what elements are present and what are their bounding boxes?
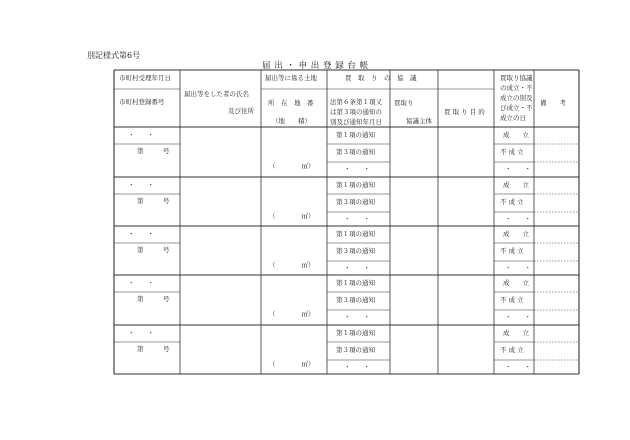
header-purchaser-line1: 買取り (394, 99, 414, 107)
area-cell: （ ㎡） (269, 261, 315, 269)
header-registration-no: 市町村登録番号 (119, 98, 165, 106)
register-title: 届 出 ・ 申 出 登 録 台 帳 (262, 61, 369, 71)
area-cell: （ ㎡） (269, 212, 315, 220)
established-cell: 成 立 (503, 131, 529, 139)
header-receipt-date: 市町村受理年月日 (119, 74, 171, 82)
notice-3-cell: 第３項の通知 (336, 198, 375, 206)
header-result-line5: 成立の日 (500, 114, 526, 122)
not-established-cell: 不 成 立 (500, 346, 524, 354)
result-date-cell: ・ ・ (505, 313, 531, 321)
established-cell: 成 立 (503, 230, 529, 238)
header-applicant-name: 届出等をした者の氏名 (184, 90, 249, 98)
result-date-cell: ・ ・ (505, 363, 531, 371)
not-established-cell: 不 成 立 (500, 296, 524, 304)
established-cell: 成 立 (503, 329, 529, 337)
area-cell: （ ㎡） (269, 310, 315, 318)
receipt-date-cell: ・ ・ (128, 131, 154, 139)
notice-date-cell: ・ ・ (344, 363, 370, 371)
registration-number-cell: 第 号 (137, 197, 170, 205)
header-purchase-group: 買 取 り の 協 議 (345, 74, 417, 82)
registration-number-cell: 第 号 (137, 147, 170, 155)
form-number: 別記様式第6号 (87, 51, 141, 60)
header-notice-line2: は第３項の通知の (330, 108, 382, 116)
notice-date-cell: ・ ・ (344, 264, 370, 272)
header-purchaser-line2: 協議主体 (406, 117, 432, 125)
notice-3-cell: 第３項の通知 (336, 346, 375, 354)
notice-1-cell: 第１項の通知 (336, 131, 375, 139)
header-result-line3: 成立の別及 (500, 94, 533, 102)
header-area: （地 積） (272, 117, 311, 125)
header-purpose: 買 取 り 目 的 (444, 108, 485, 116)
header-notice-line1: 法第６条第１項又 (330, 98, 382, 106)
area-cell: （ ㎡） (269, 162, 315, 170)
notice-1-cell: 第１項の通知 (336, 329, 375, 337)
registration-number-cell: 第 号 (137, 295, 170, 303)
header-remarks: 備 考 (540, 99, 566, 107)
result-date-cell: ・ ・ (505, 165, 531, 173)
not-established-cell: 不 成 立 (500, 247, 524, 255)
header-result-line2: の成立・不 (500, 84, 533, 92)
result-date-cell: ・ ・ (505, 215, 531, 223)
notice-date-cell: ・ ・ (344, 215, 370, 223)
receipt-date-cell: ・ ・ (128, 181, 154, 189)
notice-1-cell: 第１項の通知 (336, 181, 375, 189)
not-established-cell: 不 成 立 (500, 198, 524, 206)
established-cell: 成 立 (503, 181, 529, 189)
established-cell: 成 立 (503, 279, 529, 287)
notice-3-cell: 第３項の通知 (336, 148, 375, 156)
receipt-date-cell: ・ ・ (128, 279, 154, 287)
header-applicant-address: 及び住所 (228, 107, 254, 115)
area-cell: （ ㎡） (269, 360, 315, 368)
notice-3-cell: 第３項の通知 (336, 296, 375, 304)
notice-date-cell: ・ ・ (344, 165, 370, 173)
header-result-line4: び成立・不 (500, 104, 533, 112)
header-location: 所 在 地 番 (268, 99, 314, 107)
header-notice-line3: 別及び通知年月日 (330, 118, 382, 126)
header-land-group: 届出等に係る土地 (265, 74, 317, 82)
receipt-date-cell: ・ ・ (128, 230, 154, 238)
not-established-cell: 不 成 立 (500, 148, 524, 156)
notice-1-cell: 第１項の通知 (336, 230, 375, 238)
header-result-line1: 買取り協議 (500, 74, 533, 82)
registration-number-cell: 第 号 (137, 246, 170, 254)
notice-1-cell: 第１項の通知 (336, 279, 375, 287)
notice-3-cell: 第３項の通知 (336, 247, 375, 255)
registration-number-cell: 第 号 (137, 345, 170, 353)
result-date-cell: ・ ・ (505, 264, 531, 272)
receipt-date-cell: ・ ・ (128, 329, 154, 337)
notice-date-cell: ・ ・ (344, 313, 370, 321)
